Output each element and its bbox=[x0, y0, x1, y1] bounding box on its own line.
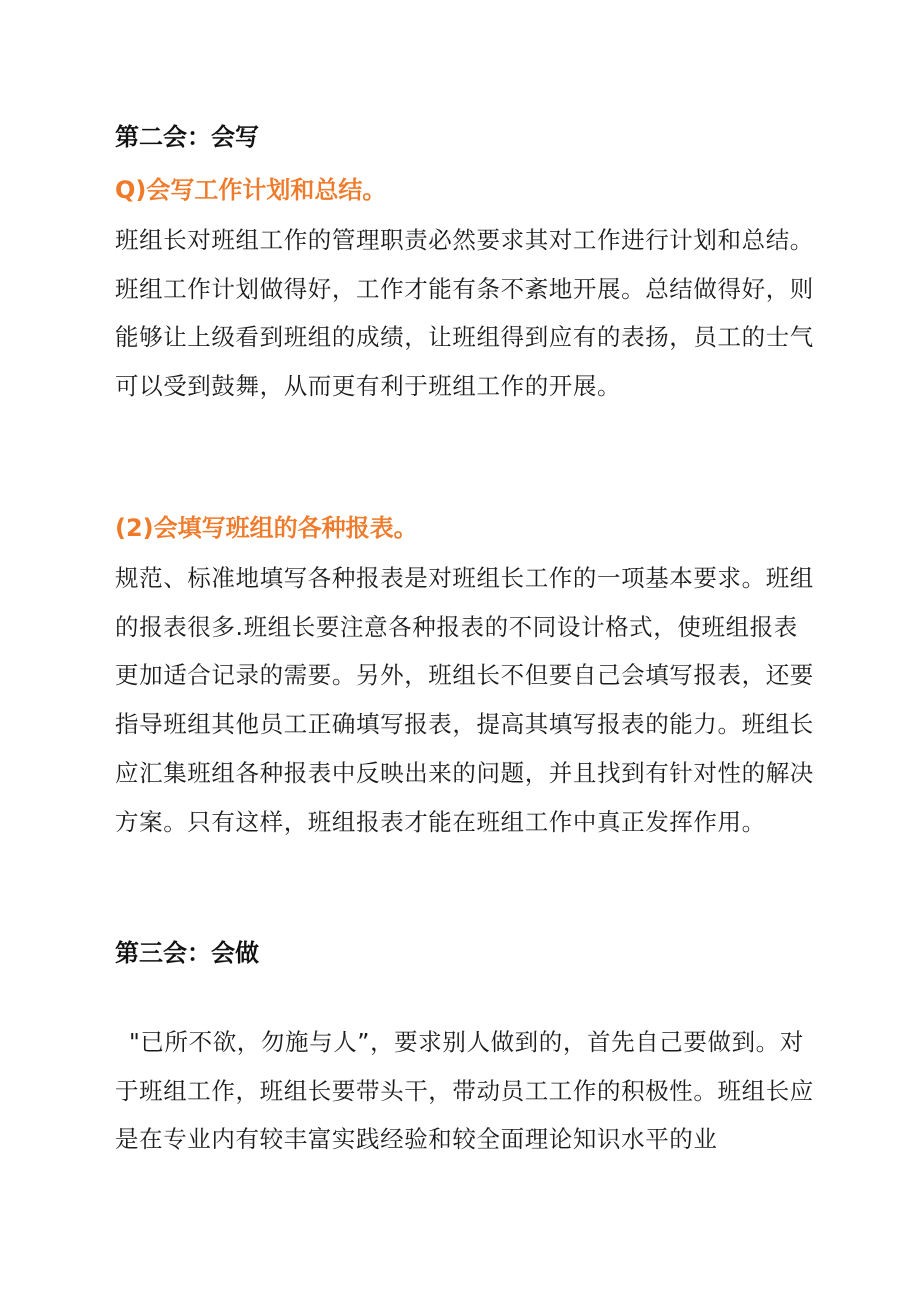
paragraph-fill-reports: 规范、标准地填写各种报表是对班组长工作的一项基本要求。班组的报表很多.班组长要注意各种报表的不同设计格式，使班组报表更加适合记录的需要。另外，班组长不但要自己会填写报表，还要指导班组其他员工正确填写报表，提高其填写报表的能力。班组长应汇集班组各种报表中反映出来的问题，并且找到有针对性的解决方案。只有这样，班组报表才能在班组工作中真正发挥作用。 bbox=[115, 564, 814, 836]
section-heading-do: 第三会：会做 bbox=[115, 939, 259, 967]
paragraph-plan-and-summary: 班组长对班组工作的管理职责必然要求其对工作进行计划和总结。班组工作计划做得好，工作才能有条不紊地开展。总结做得好，则能够让上级看到班组的成绩，让班组得到应有的表扬，员工的士气可以受到鼓舞，从而更有利于班组工作的开展。 bbox=[115, 226, 814, 401]
paragraph-lead-by-example: "已所不欲，勿施与人”，要求别人做到的，首先自己要做到。对于班组工作，班组长要带头干，带动员工工作的积极性。班组长应是在专业内有较丰富实践经验和较全面理论知识水平的业 bbox=[115, 1028, 814, 1154]
section-heading-write: 第二会：会写 bbox=[115, 123, 259, 151]
subheading-plan-and-summary: Q)会写工作计划和总结。 bbox=[115, 176, 387, 204]
subheading-fill-reports: (2)会填写班组的各种报表。 bbox=[115, 514, 418, 542]
